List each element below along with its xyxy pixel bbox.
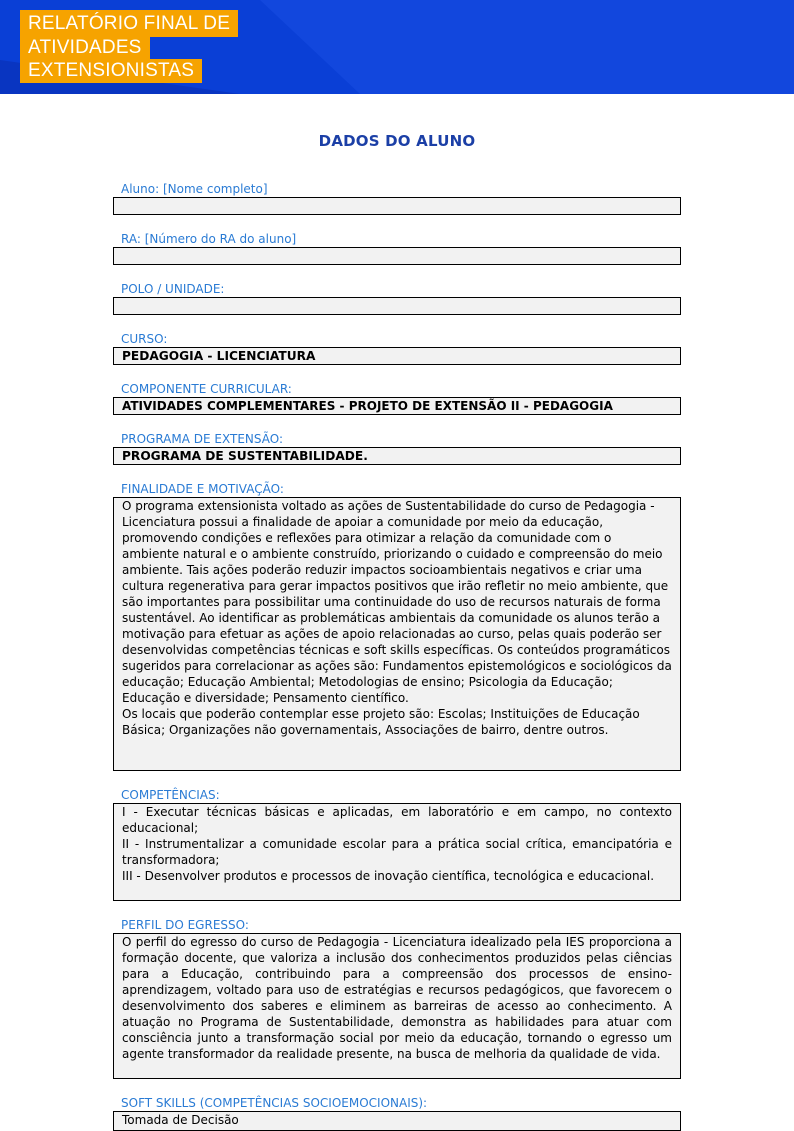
- section-title: DADOS DO ALUNO: [318, 132, 476, 150]
- header-banner: [0, 0, 794, 94]
- competencia-item-3: III - Desenvolver produtos e processos de inovação científica, tecnológica e educacional.: [122, 869, 655, 883]
- competencias-text-box: [113, 803, 681, 901]
- field-competencias: [113, 787, 681, 901]
- field-label-componente: COMPONENTE CURRICULAR:: [121, 382, 292, 396]
- field-soft-skills: [113, 1095, 681, 1131]
- competencia-item-2: II - Instrumentalizar a comunidade escolar para a prática social crítica, emancipatória e transformadora;: [122, 837, 672, 867]
- finalidade-paragraph-2: Os locais que poderão contemplar esse projeto são: Escolas; Instituições de Educação Básica; Organizações não governamentais, Associações de bairro, dentre outros.: [122, 707, 640, 737]
- curso-value: PEDAGOGIA - LICENCIATURA: [113, 347, 681, 365]
- perfil-text-box: [113, 933, 681, 1079]
- field-finalidade: [113, 481, 681, 771]
- field-componente: [113, 381, 681, 415]
- field-label-soft-skills: SOFT SKILLS (COMPETÊNCIAS SOCIOEMOCIONAIS):: [121, 1096, 428, 1110]
- field-label-competencias: COMPETÊNCIAS:: [121, 788, 220, 802]
- finalidade-paragraph-1: O programa extensionista voltado as ações de Sustentabilidade do curso de Pedagogia - Licenciatura possui a finalidade de apoiar a comunidade por meio da educação, promovendo condições e reflexões para otimizar a relação da comunidade com o ambiente natural e o ambiente construído, priorizando o cuidado e compreensão do meio ambiente. Tais ações poderão reduzir impactos socioambientais negativos e criar uma cultura regenerativa para gerar impactos positivos que irão refletir no meio ambiente, que são importantes para possibilitar uma continuidade do uso de recursos naturais de forma sustentável. Ao identificar as problemáticas ambientais da comunidade os alunos terão a motivação para efetuar as ações de apoio relacionadas ao curso, pelas quais poderão ser desenvolvidas competências técnicas e soft skills específicas. Os conteúdos programáticos sugeridos para correlacionar as ações são: Fundamentos epistemológicos e sociológicos da educação; Educação Ambiental; Metodologias de ensino; Psicologia da Educação; Educação e diversidade; Pensamento científico.: [122, 499, 672, 705]
- field-perfil: [113, 917, 681, 1079]
- aluno-input[interactable]: [113, 197, 681, 215]
- report-title-line-2: ATIVIDADES: [20, 37, 150, 59]
- finalidade-text-box: [113, 497, 681, 771]
- field-aluno: [113, 181, 681, 215]
- field-polo: [113, 281, 681, 315]
- field-ra: [113, 231, 681, 265]
- field-curso: [113, 331, 681, 365]
- perfil-paragraph: O perfil do egresso do curso de Pedagogia - Licenciatura idealizado pela IES proporciona a formação docente, que valoriza a inclusão dos conhecimentos produzidos pelas ciências para a Educação, contribuindo para a compreensão dos processos de ensino-aprendizagem, voltado para uso de estratégias e recursos pedagógicos, que favorecem o desenvolvimento dos saberes e eliminem as barreiras de acesso ao conhecimento. A atuação no Programa de Sustentabilidade, demonstra as habilidades para atuar com consciência junto a transformação social por meio da educação, tornando o egresso um agente transformador da realidade presente, na busca de melhoria da qualidade de vida.: [122, 935, 672, 1061]
- field-label-finalidade: FINALIDADE E MOTIVAÇÃO:: [121, 482, 284, 496]
- field-label-programa: PROGRAMA DE EXTENSÃO:: [121, 432, 283, 446]
- soft-skill-item-1: Tomada de Decisão: [122, 1113, 239, 1127]
- field-label-aluno: Aluno: [Nome completo]: [121, 182, 268, 196]
- competencia-item-1: I - Executar técnicas básicas e aplicadas, em laboratório e em campo, no contexto educacional;: [122, 805, 672, 835]
- polo-input[interactable]: [113, 297, 681, 315]
- field-label-polo: POLO / UNIDADE:: [121, 282, 225, 296]
- field-programa: [113, 431, 681, 465]
- ra-input[interactable]: [113, 247, 681, 265]
- field-label-curso: CURSO:: [121, 332, 168, 346]
- componente-value: ATIVIDADES COMPLEMENTARES - PROJETO DE EXTENSÃO II - PEDAGOGIA: [113, 397, 681, 415]
- report-title-line-3: EXTENSIONISTAS: [20, 59, 202, 83]
- programa-value: PROGRAMA DE SUSTENTABILIDADE.: [113, 447, 681, 465]
- field-label-perfil: PERFIL DO EGRESSO:: [121, 918, 249, 932]
- field-label-ra: RA: [Número do RA do aluno]: [121, 232, 297, 246]
- report-title-line-1: RELATÓRIO FINAL DE: [20, 10, 238, 37]
- soft-skills-text-box: [113, 1111, 681, 1131]
